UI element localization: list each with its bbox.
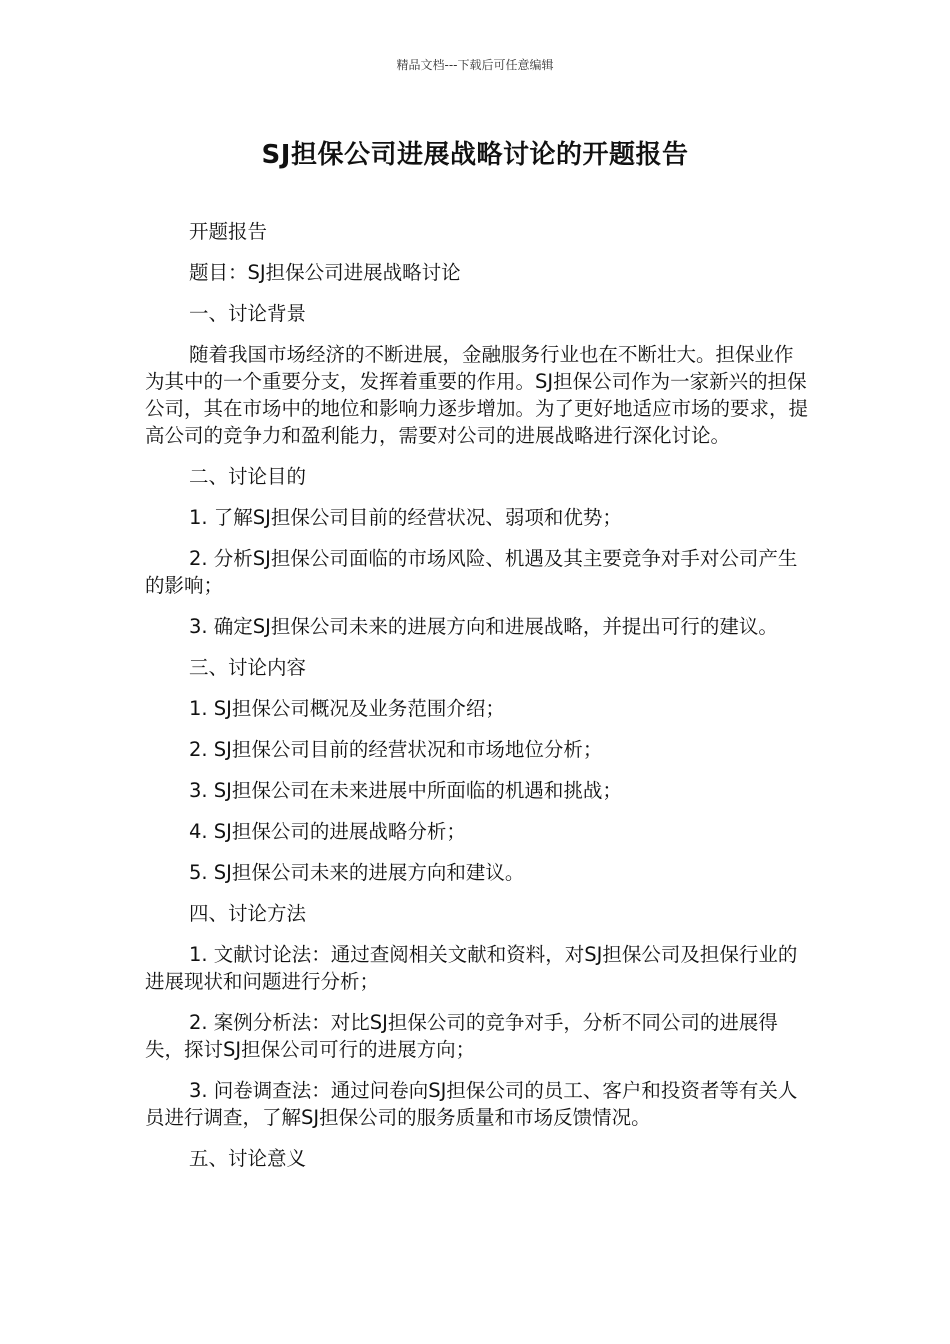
content-item-4: 4. SJ担保公司的进展战略分析； (189, 820, 466, 843)
section-heading-background: 一、讨论背景 (189, 302, 307, 325)
purpose-item-2: 2. 分析SJ担保公司面临的市场风险、机遇及其主要竞争对手对公司产生的影响； (145, 547, 798, 597)
content-item-3: 3. SJ担保公司在未来进展中所面临的机遇和挑战； (189, 779, 622, 802)
label-kaiti-baogao: 开题报告 (189, 220, 268, 243)
purpose-item-3: 3. 确定SJ担保公司未来的进展方向和进展战略，并提出可行的建议。 (189, 615, 778, 638)
content-item-1: 1. SJ担保公司概况及业务范围介绍； (189, 697, 505, 720)
method-item-2: 2. 案例分析法：对比SJ担保公司的竞争对手，分析不同公司的进展得失，探讨SJ担保公司可行的进展方向； (145, 1011, 778, 1061)
purpose-item-1: 1. 了解SJ担保公司目前的经营状况、弱项和优势； (189, 506, 622, 529)
document-title: SJ担保公司进展战略讨论的开题报告 (261, 140, 689, 170)
topic-line: 题目：SJ担保公司进展战略讨论 (189, 261, 461, 284)
section-heading-purpose: 二、讨论目的 (189, 465, 307, 488)
content-item-2: 2. SJ担保公司目前的经营状况和市场地位分析； (189, 738, 603, 761)
page-header: 精品文档---下载后可任意编辑 (396, 58, 554, 72)
content-item-5: 5. SJ担保公司未来的进展方向和建议。 (189, 861, 525, 884)
section-heading-content: 三、讨论内容 (189, 656, 307, 679)
method-item-3: 3. 问卷调查法：通过问卷向SJ担保公司的员工、客户和投资者等有关人员进行调查，了解SJ担保公司的服务质量和市场反馈情况。 (145, 1079, 798, 1129)
document-body (145, 218, 810, 1186)
section-heading-method: 四、讨论方法 (189, 902, 307, 925)
section-heading-significance: 五、讨论意义 (189, 1147, 307, 1170)
background-paragraph: 随着我国市场经济的不断进展，金融服务行业也在不断壮大。担保业作为其中的一个重要分支，发挥着重要的作用。SJ担保公司作为一家新兴的担保公司，其在市场中的地位和影响力逐步增加。为了更好地适应市场的要求，提高公司的竞争力和盈利能力，需要对公司的进展战略进行深化讨论。 (145, 343, 809, 447)
method-item-1: 1. 文献讨论法：通过查阅相关文献和资料，对SJ担保公司及担保行业的进展现状和问题进行分析； (145, 943, 798, 993)
